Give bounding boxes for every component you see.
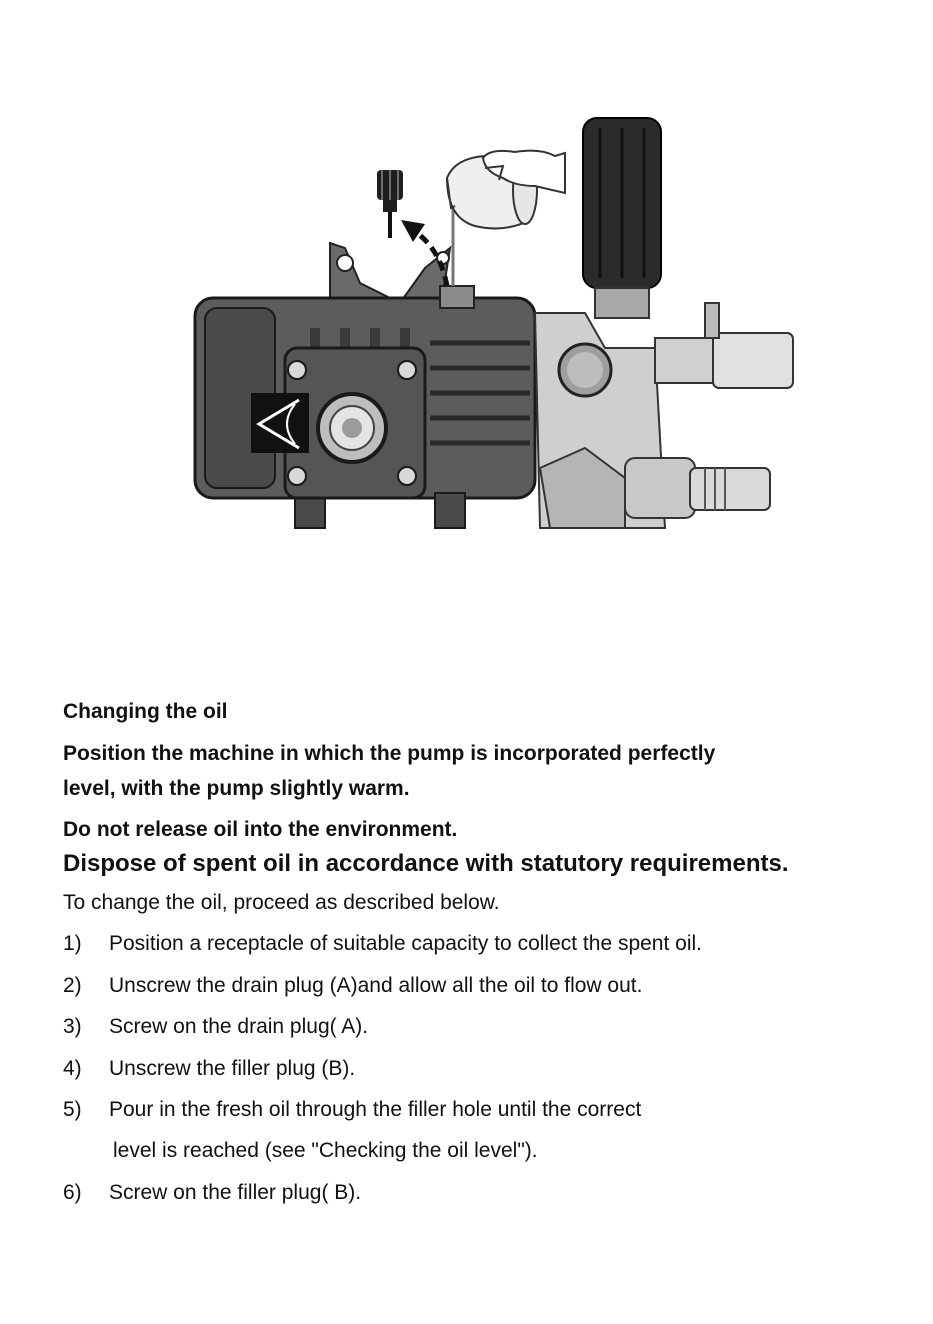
step-number: 6) bbox=[63, 1181, 82, 1204]
filler-plug-icon bbox=[377, 170, 403, 238]
step-text: Pour in the fresh oil through the filler hole until the correct bbox=[109, 1098, 642, 1121]
step-text: Position a receptacle of suitable capacity to collect the spent oil. bbox=[109, 932, 703, 955]
step-number: 2) bbox=[63, 974, 82, 997]
list-item bbox=[63, 1181, 361, 1205]
step-number: 1) bbox=[63, 932, 82, 955]
intro-text: To change the oil, proceed as described below. bbox=[63, 891, 500, 914]
step-text: Screw on the drain plug( A). bbox=[109, 1015, 369, 1038]
step-number: 4) bbox=[63, 1057, 82, 1080]
warning-line-1: Position the machine in which the pump is incorporated perfectly bbox=[63, 742, 716, 765]
step-continuation: level is reached (see "Checking the oil level"). bbox=[113, 1139, 538, 1162]
filler-hole bbox=[440, 286, 474, 308]
section-title: Changing the oil bbox=[63, 700, 228, 723]
list-item bbox=[63, 1015, 368, 1039]
garden-hose-inlet bbox=[690, 468, 770, 510]
warning-line-2: level, with the pump slightly warm. bbox=[63, 777, 410, 800]
pump-illustration bbox=[185, 108, 805, 538]
step-number: 5) bbox=[63, 1098, 82, 1121]
quick-coupler-outlet bbox=[713, 333, 793, 388]
step-text: Screw on the filler plug( B). bbox=[109, 1181, 362, 1204]
list-item bbox=[63, 974, 642, 998]
list-item bbox=[63, 1098, 641, 1122]
step-text: Unscrew the filler plug (B). bbox=[109, 1057, 356, 1080]
list-item bbox=[63, 1057, 355, 1081]
step-text: Unscrew the drain plug (A)and allow all the oil to flow out. bbox=[109, 974, 643, 997]
step-number: 3) bbox=[63, 1015, 82, 1038]
list-item bbox=[63, 932, 702, 956]
warning-line-4: Dispose of spent oil in accordance with statutory requirements. bbox=[63, 850, 789, 877]
warning-line-3: Do not release oil into the environment. bbox=[63, 818, 458, 841]
